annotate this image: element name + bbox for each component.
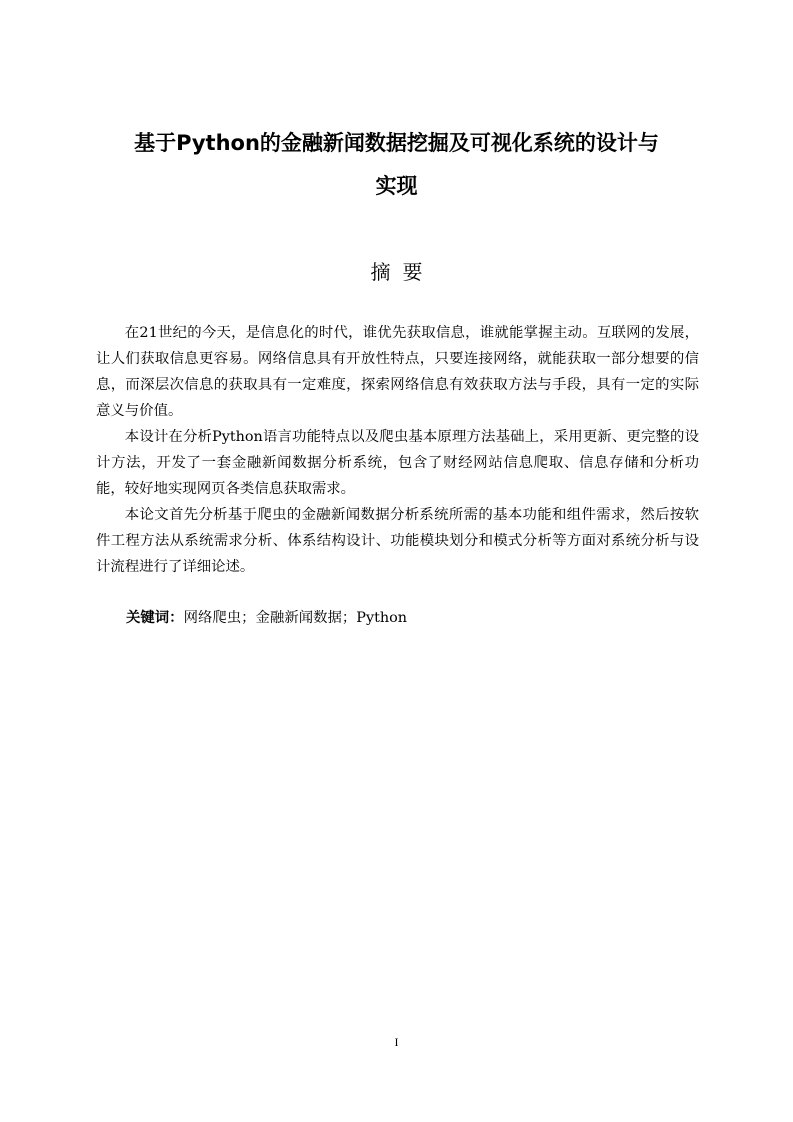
page-number: I (394, 1035, 399, 1049)
keywords-text: 网络爬虫；金融新闻数据；Python (183, 610, 408, 626)
keywords-label: 关键词： (126, 610, 184, 626)
keywords-line (126, 605, 696, 631)
title-line-1: 基于Python的金融新闻数据挖掘及可视化系统的设计与 (134, 131, 659, 155)
abstract-heading: 摘要 (370, 260, 435, 284)
title-line-2: 实现 (375, 174, 418, 198)
abstract-body (96, 320, 699, 580)
abstract-paragraph-3: 本论文首先分析基于爬虫的金融新闻数据分析系统所需的基本功能和组件需求，然后按软件工程方法从系统需求分析、体系结构设计、功能模块划分和模式分析等方面对系统分析与设计流程进行了详细论述。 (96, 507, 699, 575)
abstract-paragraph-2: 本设计在分析Python语言功能特点以及爬虫基本原理方法基础上，采用更新、更完整的设计方法，开发了一套金融新闻数据分析系统，包含了财经网站信息爬取、信息存储和分析功能，较好地实现网页各类信息获取需求。 (96, 429, 699, 497)
abstract-paragraph-1: 在21世纪的今天，是信息化的时代，谁优先获取信息，谁就能掌握主动。互联网的发展，让人们获取信息更容易。网络信息具有开放性特点，只要连接网络，就能获取一部分想要的信息，而深层次信息的获取具有一定难度，探索网络信息有效获取方法与手段，具有一定的实际意义与价值。 (96, 325, 699, 419)
